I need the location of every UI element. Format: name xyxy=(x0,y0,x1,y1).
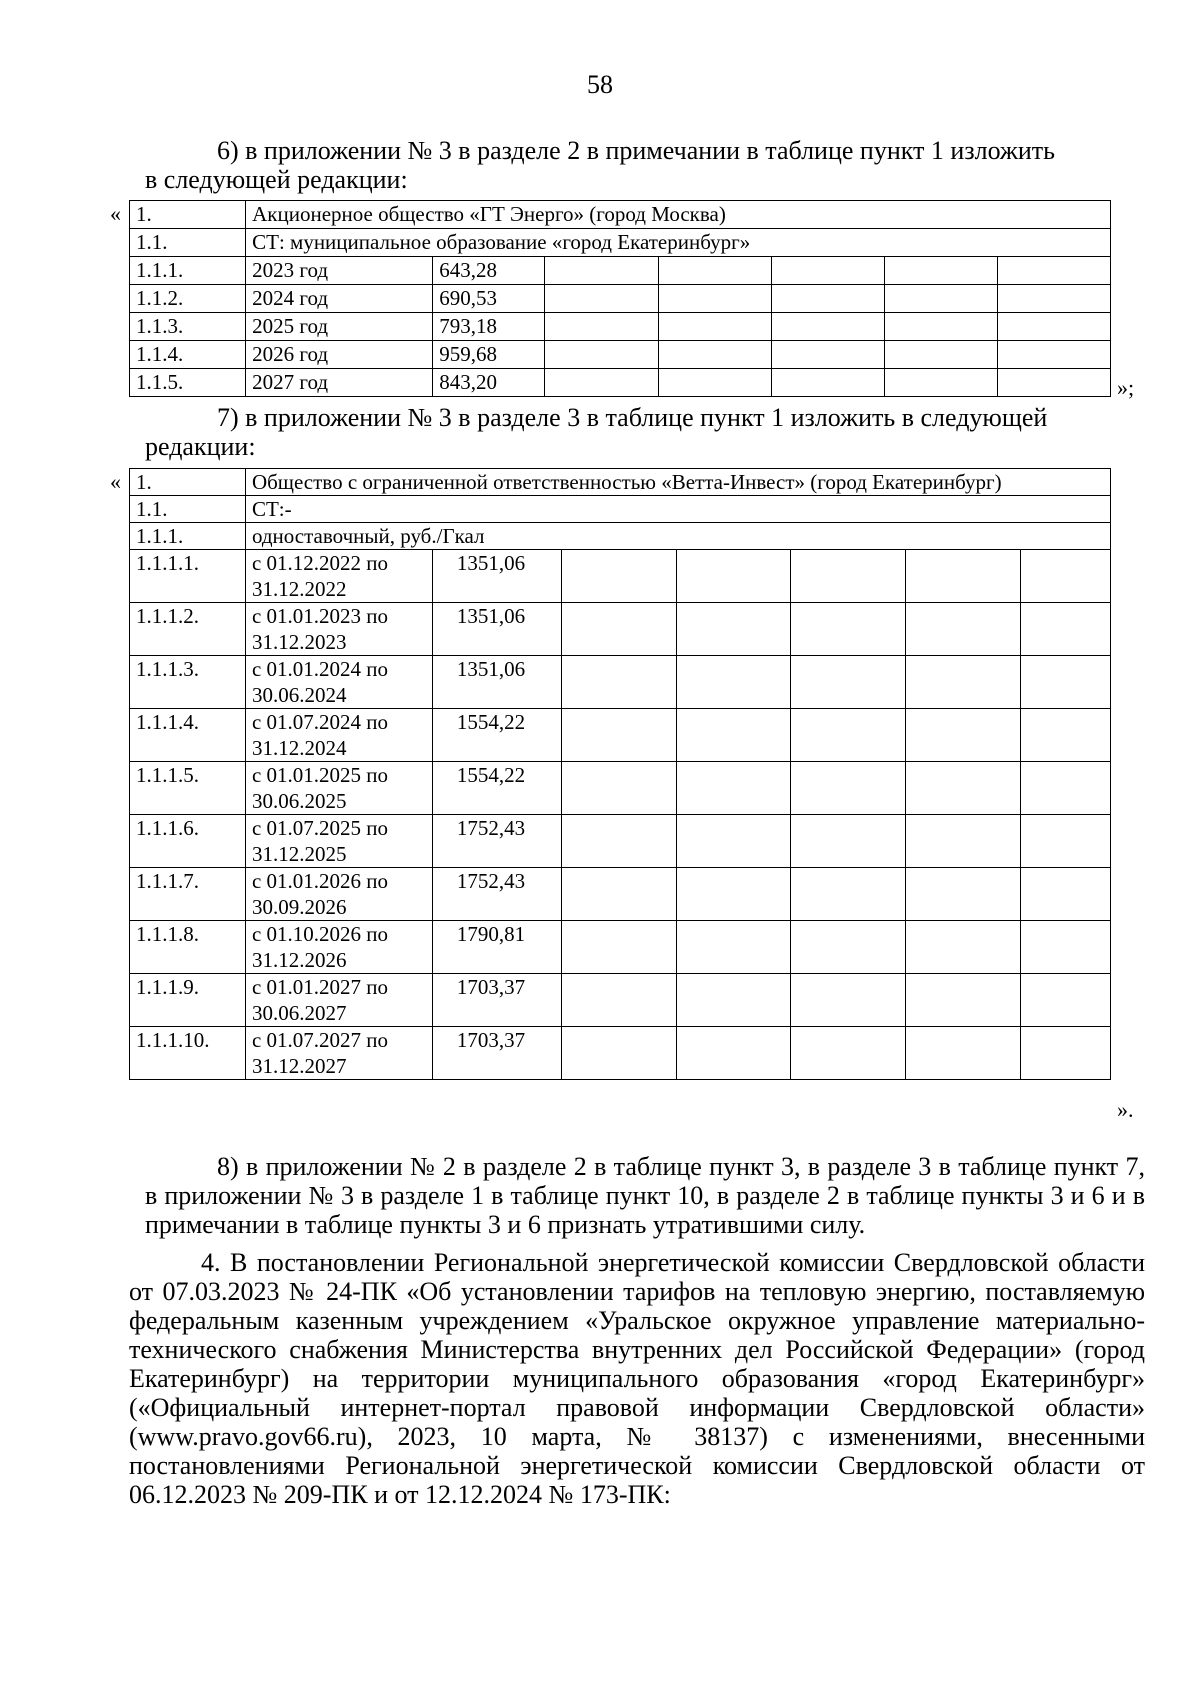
table-row xyxy=(130,469,1111,496)
row-value: 843,20 xyxy=(433,369,545,397)
table-row xyxy=(130,709,1111,762)
row-value: 1554,22 xyxy=(432,762,561,815)
period-end: 31.12.2022 xyxy=(251,577,347,601)
period-start: с 01.12.2022 по xyxy=(251,551,388,575)
row-number: 1.1.1.1. xyxy=(130,550,246,603)
row-value: 1351,06 xyxy=(432,603,561,656)
row-value: 1351,06 xyxy=(432,656,561,709)
table-row xyxy=(130,1027,1111,1080)
empty-cell xyxy=(561,921,676,974)
empty-cell xyxy=(791,550,906,603)
period-end: 30.06.2024 xyxy=(251,683,347,707)
table-row xyxy=(130,313,1111,341)
row-number: 1.1.1.3. xyxy=(130,656,246,709)
table-row xyxy=(130,285,1111,313)
empty-cell xyxy=(545,285,658,313)
row-number: 1.1.4. xyxy=(130,341,246,369)
row-value: 1752,43 xyxy=(432,868,561,921)
empty-cell xyxy=(561,974,676,1027)
row-value: 1752,43 xyxy=(432,815,561,868)
period-start: с 01.07.2027 по xyxy=(251,1028,388,1052)
empty-cell xyxy=(884,313,997,341)
table-row xyxy=(130,921,1111,974)
paragraph-8: 8) в приложении № 2 в разделе 2 в таблице пункт 3, в разделе 3 в таблице пункт 7, в приложении № 3 в разделе 1 в таблице пункт 10, в разделе 2 в таблице пункты 3 и 6 и в примечании в таблице пункты 3 и 6 признать утратившими силу. xyxy=(145,1152,1145,1239)
period-start: с 01.01.2027 по xyxy=(251,975,388,999)
table-row xyxy=(130,523,1111,550)
period-end: 30.06.2027 xyxy=(251,1001,347,1025)
row-period xyxy=(245,603,432,656)
row-value: 1703,37 xyxy=(432,1027,561,1080)
empty-cell xyxy=(1021,974,1111,1027)
row-number: 1.1. xyxy=(130,229,246,257)
empty-cell xyxy=(1021,762,1111,815)
row-period xyxy=(245,868,432,921)
table-row xyxy=(130,868,1111,921)
period-end: 31.12.2026 xyxy=(251,948,347,972)
period-end: 31.12.2025 xyxy=(251,842,347,866)
empty-cell xyxy=(545,341,658,369)
table-row xyxy=(130,369,1111,397)
empty-cell xyxy=(561,868,676,921)
row-period xyxy=(245,815,432,868)
row-period xyxy=(245,762,432,815)
period-start: с 01.10.2026 по xyxy=(251,922,388,946)
table-row xyxy=(130,229,1111,257)
row-number: 1.1.5. xyxy=(130,369,246,397)
empty-cell xyxy=(906,974,1021,1027)
empty-cell xyxy=(676,656,791,709)
empty-cell xyxy=(561,762,676,815)
empty-cell xyxy=(884,341,997,369)
empty-cell xyxy=(884,285,997,313)
empty-cell xyxy=(1021,815,1111,868)
row-value: 1554,22 xyxy=(432,709,561,762)
paragraph-7 xyxy=(145,403,1145,461)
period-end: 30.06.2025 xyxy=(251,789,347,813)
empty-cell xyxy=(771,341,884,369)
empty-cell xyxy=(791,974,906,1027)
empty-cell xyxy=(906,921,1021,974)
row-text: СТ:- xyxy=(245,496,1110,523)
paragraph-7-line1: 7) в приложении № 3 в разделе 3 в таблице пункт 1 изложить в следующей xyxy=(217,403,1048,432)
empty-cell xyxy=(791,815,906,868)
empty-cell xyxy=(1021,1027,1111,1080)
row-text: одноставочный, руб./Гкал xyxy=(245,523,1110,550)
period-start: с 01.07.2025 по xyxy=(251,816,388,840)
row-period xyxy=(245,709,432,762)
empty-cell xyxy=(791,709,906,762)
empty-cell xyxy=(997,341,1110,369)
row-period: 2024 год xyxy=(246,285,433,313)
period-start: с 01.01.2026 по xyxy=(251,869,388,893)
empty-cell xyxy=(676,974,791,1027)
empty-cell xyxy=(906,603,1021,656)
empty-cell xyxy=(561,656,676,709)
row-period xyxy=(245,550,432,603)
empty-cell xyxy=(906,550,1021,603)
paragraph-6 xyxy=(145,136,1145,194)
empty-cell xyxy=(561,815,676,868)
period-start: с 01.01.2024 по xyxy=(251,657,388,681)
table-row xyxy=(130,496,1111,523)
empty-cell xyxy=(561,550,676,603)
empty-cell xyxy=(884,369,997,397)
row-value: 643,28 xyxy=(433,257,545,285)
empty-cell xyxy=(676,868,791,921)
empty-cell xyxy=(771,369,884,397)
empty-cell xyxy=(906,762,1021,815)
row-number: 1.1.1.9. xyxy=(130,974,246,1027)
row-period: 2023 год xyxy=(246,257,433,285)
row-number: 1.1.1.10. xyxy=(130,1027,246,1080)
table-row xyxy=(130,201,1111,229)
empty-cell xyxy=(658,369,771,397)
row-number: 1.1.1. xyxy=(130,257,246,285)
row-number: 1.1. xyxy=(130,496,246,523)
empty-cell xyxy=(545,313,658,341)
row-value: 1790,81 xyxy=(432,921,561,974)
row-period xyxy=(245,656,432,709)
empty-cell xyxy=(1021,709,1111,762)
row-period xyxy=(245,921,432,974)
period-end: 31.12.2027 xyxy=(251,1054,347,1078)
row-number: 1.1.1. xyxy=(130,523,246,550)
row-value: 690,53 xyxy=(433,285,545,313)
empty-cell xyxy=(676,603,791,656)
empty-cell xyxy=(884,257,997,285)
row-number: 1.1.1.7. xyxy=(130,868,246,921)
period-end: 30.09.2026 xyxy=(251,895,347,919)
period-start: с 01.01.2023 по xyxy=(251,604,388,628)
row-value: 793,18 xyxy=(433,313,545,341)
row-period xyxy=(245,974,432,1027)
quote-open-1: « xyxy=(110,201,121,226)
empty-cell xyxy=(561,1027,676,1080)
empty-cell xyxy=(906,1027,1021,1080)
empty-cell xyxy=(997,313,1110,341)
empty-cell xyxy=(676,921,791,974)
empty-cell xyxy=(791,1027,906,1080)
table-row xyxy=(130,762,1111,815)
period-start: с 01.01.2025 по xyxy=(251,763,388,787)
empty-cell xyxy=(676,709,791,762)
row-number: 1.1.2. xyxy=(130,285,246,313)
table-row xyxy=(130,341,1111,369)
quote-close-2: ». xyxy=(1117,1097,1134,1122)
empty-cell xyxy=(1021,868,1111,921)
empty-cell xyxy=(791,868,906,921)
empty-cell xyxy=(791,762,906,815)
paragraph-6-line2: в следующей редакции: xyxy=(145,165,408,194)
empty-cell xyxy=(997,369,1110,397)
empty-cell xyxy=(561,603,676,656)
row-number: 1.1.1.6. xyxy=(130,815,246,868)
empty-cell xyxy=(906,709,1021,762)
empty-cell xyxy=(676,550,791,603)
table-1 xyxy=(129,200,1111,397)
table-row xyxy=(130,815,1111,868)
table-row xyxy=(130,656,1111,709)
row-text: Акционерное общество «ГТ Энерго» (город Москва) xyxy=(246,201,1111,229)
page-number: 58 xyxy=(587,70,613,99)
row-text: Общество с ограниченной ответственностью «Ветта-Инвест» (город Екатеринбург) xyxy=(245,469,1110,496)
empty-cell xyxy=(906,868,1021,921)
table-row xyxy=(130,603,1111,656)
empty-cell xyxy=(791,603,906,656)
row-value: 959,68 xyxy=(433,341,545,369)
empty-cell xyxy=(545,369,658,397)
row-number: 1. xyxy=(130,469,246,496)
table-2 xyxy=(129,468,1111,1080)
row-number: 1.1.1.2. xyxy=(130,603,246,656)
period-end: 31.12.2023 xyxy=(251,630,347,654)
row-period: 2025 год xyxy=(246,313,433,341)
empty-cell xyxy=(771,313,884,341)
empty-cell xyxy=(1021,921,1111,974)
empty-cell xyxy=(906,656,1021,709)
row-number: 1.1.1.5. xyxy=(130,762,246,815)
empty-cell xyxy=(658,257,771,285)
paragraph-7-line2: редакции: xyxy=(145,432,256,461)
empty-cell xyxy=(1021,656,1111,709)
paragraph-6-line1: 6) в приложении № 3 в разделе 2 в примечании в таблице пункт 1 изложить xyxy=(217,136,1056,165)
row-text: СТ: муниципальное образование «город Екатеринбург» xyxy=(246,229,1111,257)
row-number: 1.1.1.4. xyxy=(130,709,246,762)
quote-open-2: « xyxy=(110,469,121,494)
row-period: 2027 год xyxy=(246,369,433,397)
period-end: 31.12.2024 xyxy=(251,736,347,760)
empty-cell xyxy=(791,921,906,974)
empty-cell xyxy=(997,285,1110,313)
empty-cell xyxy=(1021,550,1111,603)
empty-cell xyxy=(791,656,906,709)
empty-cell xyxy=(676,762,791,815)
empty-cell xyxy=(676,1027,791,1080)
empty-cell xyxy=(545,257,658,285)
empty-cell xyxy=(771,257,884,285)
empty-cell xyxy=(771,285,884,313)
table-row xyxy=(130,974,1111,1027)
row-period xyxy=(245,1027,432,1080)
empty-cell xyxy=(658,285,771,313)
period-start: с 01.07.2024 по xyxy=(251,710,388,734)
empty-cell xyxy=(906,815,1021,868)
empty-cell xyxy=(658,313,771,341)
paragraph-4: 4. В постановлении Региональной энергетической комиссии Свердловской области от 07.03.2023 № 24-ПК «Об установлении тарифов на тепловую энергию, поставляемую федеральным казенным учреждением «Уральское окружное управление материально-технического снабжения Министерства внутренних дел Российской Федерации» (город Екатеринбург) на территории муниципального образования «город Екатеринбург» («Официальный интернет-портал правовой информации Свердловской области» (www.pravo.gov66.ru), 2023, 10 марта, № 38137) с изменениями, внесенными постановлениями Региональной энергетической комиссии Свердловской области от 06.12.2023 № 209-ПК и от 12.12.2024 № 173-ПК: xyxy=(129,1248,1145,1509)
table-row xyxy=(130,257,1111,285)
row-period: 2026 год xyxy=(246,341,433,369)
empty-cell xyxy=(561,709,676,762)
empty-cell xyxy=(997,257,1110,285)
row-number: 1.1.1.8. xyxy=(130,921,246,974)
quote-close-1: »; xyxy=(1117,375,1135,400)
table-row xyxy=(130,550,1111,603)
row-number: 1.1.3. xyxy=(130,313,246,341)
empty-cell xyxy=(676,815,791,868)
empty-cell xyxy=(658,341,771,369)
row-number: 1. xyxy=(130,201,246,229)
row-value: 1703,37 xyxy=(432,974,561,1027)
empty-cell xyxy=(1021,603,1111,656)
row-value: 1351,06 xyxy=(432,550,561,603)
